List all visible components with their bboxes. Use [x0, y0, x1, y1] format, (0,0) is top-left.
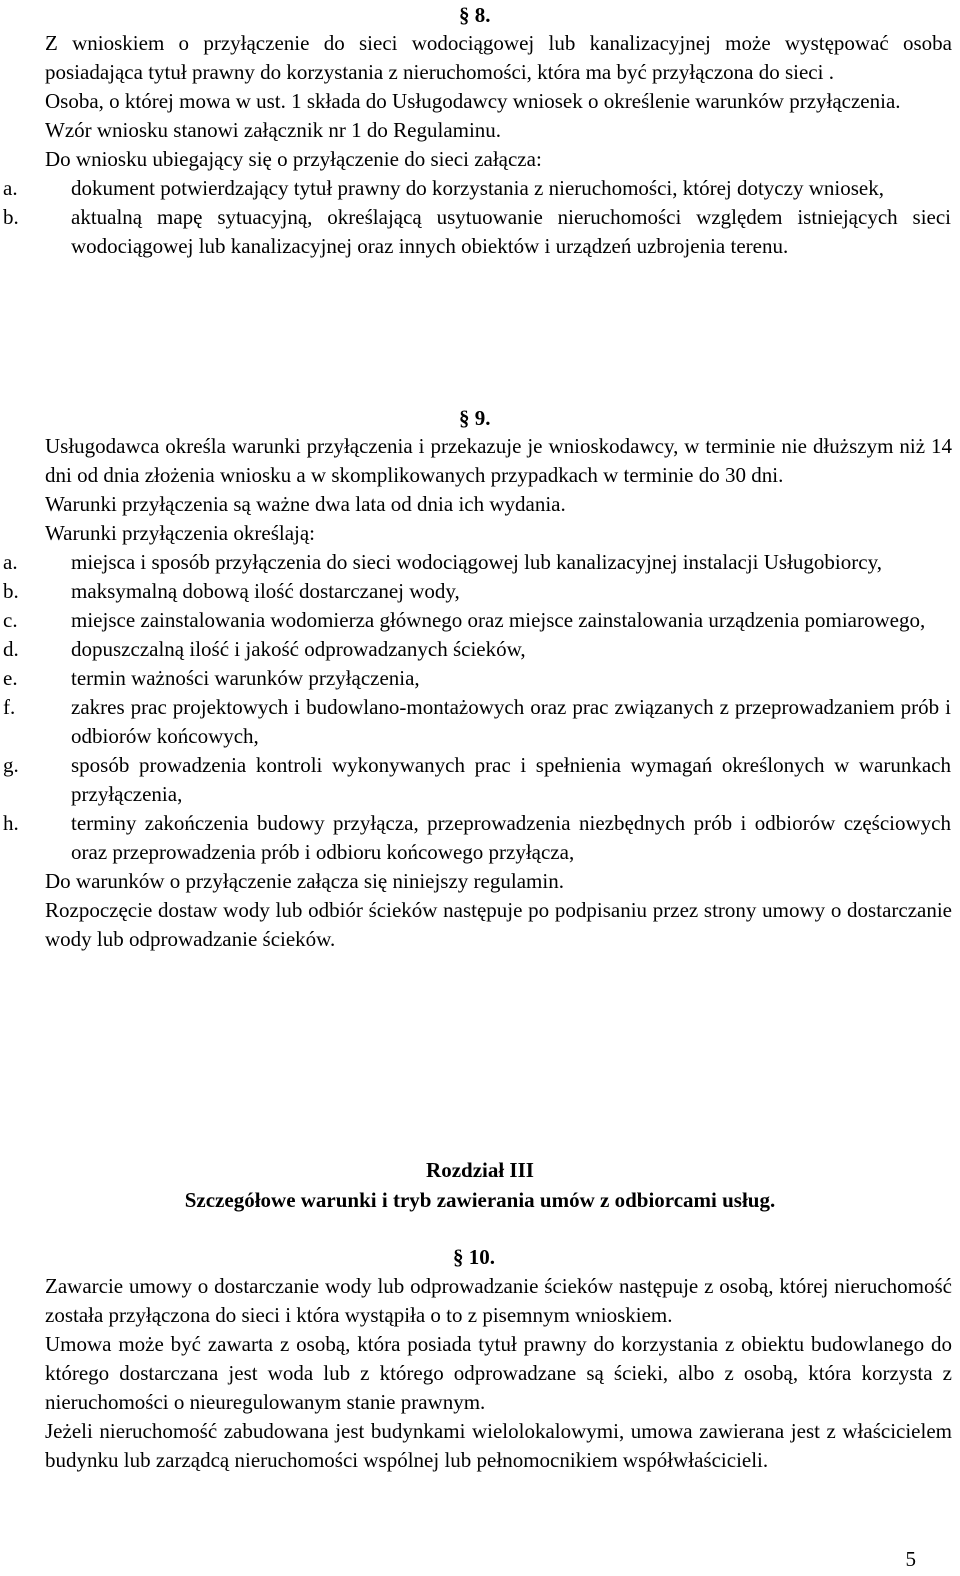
section-10-body — [0, 1272, 960, 1475]
s9-subitem-b: b. maksymalną dobową ilość dostarczanej wody, — [3, 579, 460, 603]
section-8-heading: § 8. — [459, 3, 491, 27]
s9-item-3: Warunki przyłączenia określają: — [45, 521, 316, 545]
s10-item-2: Umowa może być zawarta z osobą, która posiada tytuł prawny do korzystania z obiektu budowlanego do którego dostarczana jest woda lub z którego odprowadzane są ścieki, albo z osobą, która korzysta z nieruchomości o nieuregulowanym stanie prawnym. — [45, 1332, 952, 1414]
s8-subitem-a: a. dokument potwierdzający tytuł prawny do korzystania z nieruchomości, której dotyczy wniosek, — [3, 176, 884, 200]
section-8-body — [0, 29, 960, 261]
s8-item-1: Z wnioskiem o przyłączenie do sieci wodociągowej lub kanalizacyjnej może występować osoba posiadająca tytuł prawny do korzystania z nieruchomości, która ma być przyłączona do sieci . — [45, 31, 952, 84]
s9-subitem-g: g. sposób prowadzenia kontroli wykonywanych prac i spełnienia wymagań określonych w warunkach przyłączenia, — [3, 753, 951, 806]
s8-item-3: Wzór wniosku stanowi załącznik nr 1 do Regulaminu. — [45, 118, 502, 142]
s9-subitem-e: e. termin ważności warunków przyłączenia, — [3, 666, 420, 690]
chapter-subtitle: Szczegółowe warunki i tryb zawierania umów z odbiorcami usług. — [184, 1188, 776, 1212]
s9-subitem-d: d. dopuszczalną ilość i jakość odprowadzanych ścieków, — [3, 637, 526, 661]
section-9-body — [0, 432, 960, 954]
s9-item-2: Warunki przyłączenia są ważne dwa lata od dnia ich wydania. — [45, 492, 566, 516]
section-9-heading: § 9. — [459, 406, 491, 430]
s9-item-5: Rozpoczęcie dostaw wody lub odbiór ścieków następuje po podpisaniu przez strony umowy o dostarczanie wody lub odprowadzanie ścieków. — [45, 898, 952, 951]
section-10-heading: § 10. — [453, 1245, 495, 1269]
s9-subitem-f: f. zakres prac projektowych i budowlano-montażowych oraz prac związanych z przeprowadzaniem prób i odbiorów końcowych, — [3, 695, 951, 748]
s8-subitem-b: b. aktualną mapę sytuacyjną, określającą usytuowanie nieruchomości względem istniejących sieci wodociągowej lub kanalizacyjnej oraz innych obiektów i urządzeń uzbrojenia terenu. — [3, 205, 951, 258]
s9-item-4: Do warunków o przyłączenie załącza się niniejszy regulamin. — [45, 869, 564, 893]
s10-item-1: Zawarcie umowy o dostarczanie wody lub odprowadzanie ścieków następuje z osobą, której nieruchomość została przyłączona do sieci i która wystąpiła o to z pisemnym wnioskiem. — [45, 1274, 952, 1327]
s8-item-2: Osoba, o której mowa w ust. 1 składa do Usługodawcy wniosek o określenie warunków przyłączenia. — [45, 89, 901, 113]
s9-subitem-a: a. miejsca i sposób przyłączenia do sieci wodociągowej lub kanalizacyjnej instalacji Usługobiorcy, — [3, 550, 882, 574]
s8-item-4: Do wniosku ubiegający się o przyłączenie do sieci załącza: — [45, 147, 542, 171]
s9-subitem-h: h. terminy zakończenia budowy przyłącza, przeprowadzenia niezbędnych prób i odbiorów częściowych oraz przeprowadzenia prób i odbioru końcowego przyłącza, — [3, 811, 951, 864]
chapter-title: Rozdział III — [426, 1158, 534, 1182]
page-number: 5 — [905, 1547, 916, 1571]
s9-item-1: Usługodawca określa warunki przyłączenia i przekazuje je wnioskodawcy, w terminie nie dłuższym niż 14 dni od dnia złożenia wniosku a w skomplikowanych przypadkach w terminie do 30 dni. — [45, 434, 952, 487]
s9-subitem-c: c. miejsce zainstalowania wodomierza głównego oraz miejsce zainstalowania urządzenia pomiarowego, — [3, 608, 926, 632]
s10-item-3: Jeżeli nieruchomość zabudowana jest budynkami wielolokalowymi, umowa zawierana jest z właścicielem budynku lub zarządcą nieruchomości wspólnej lub pełnomocnikiem współwłaścicieli. — [45, 1419, 952, 1472]
